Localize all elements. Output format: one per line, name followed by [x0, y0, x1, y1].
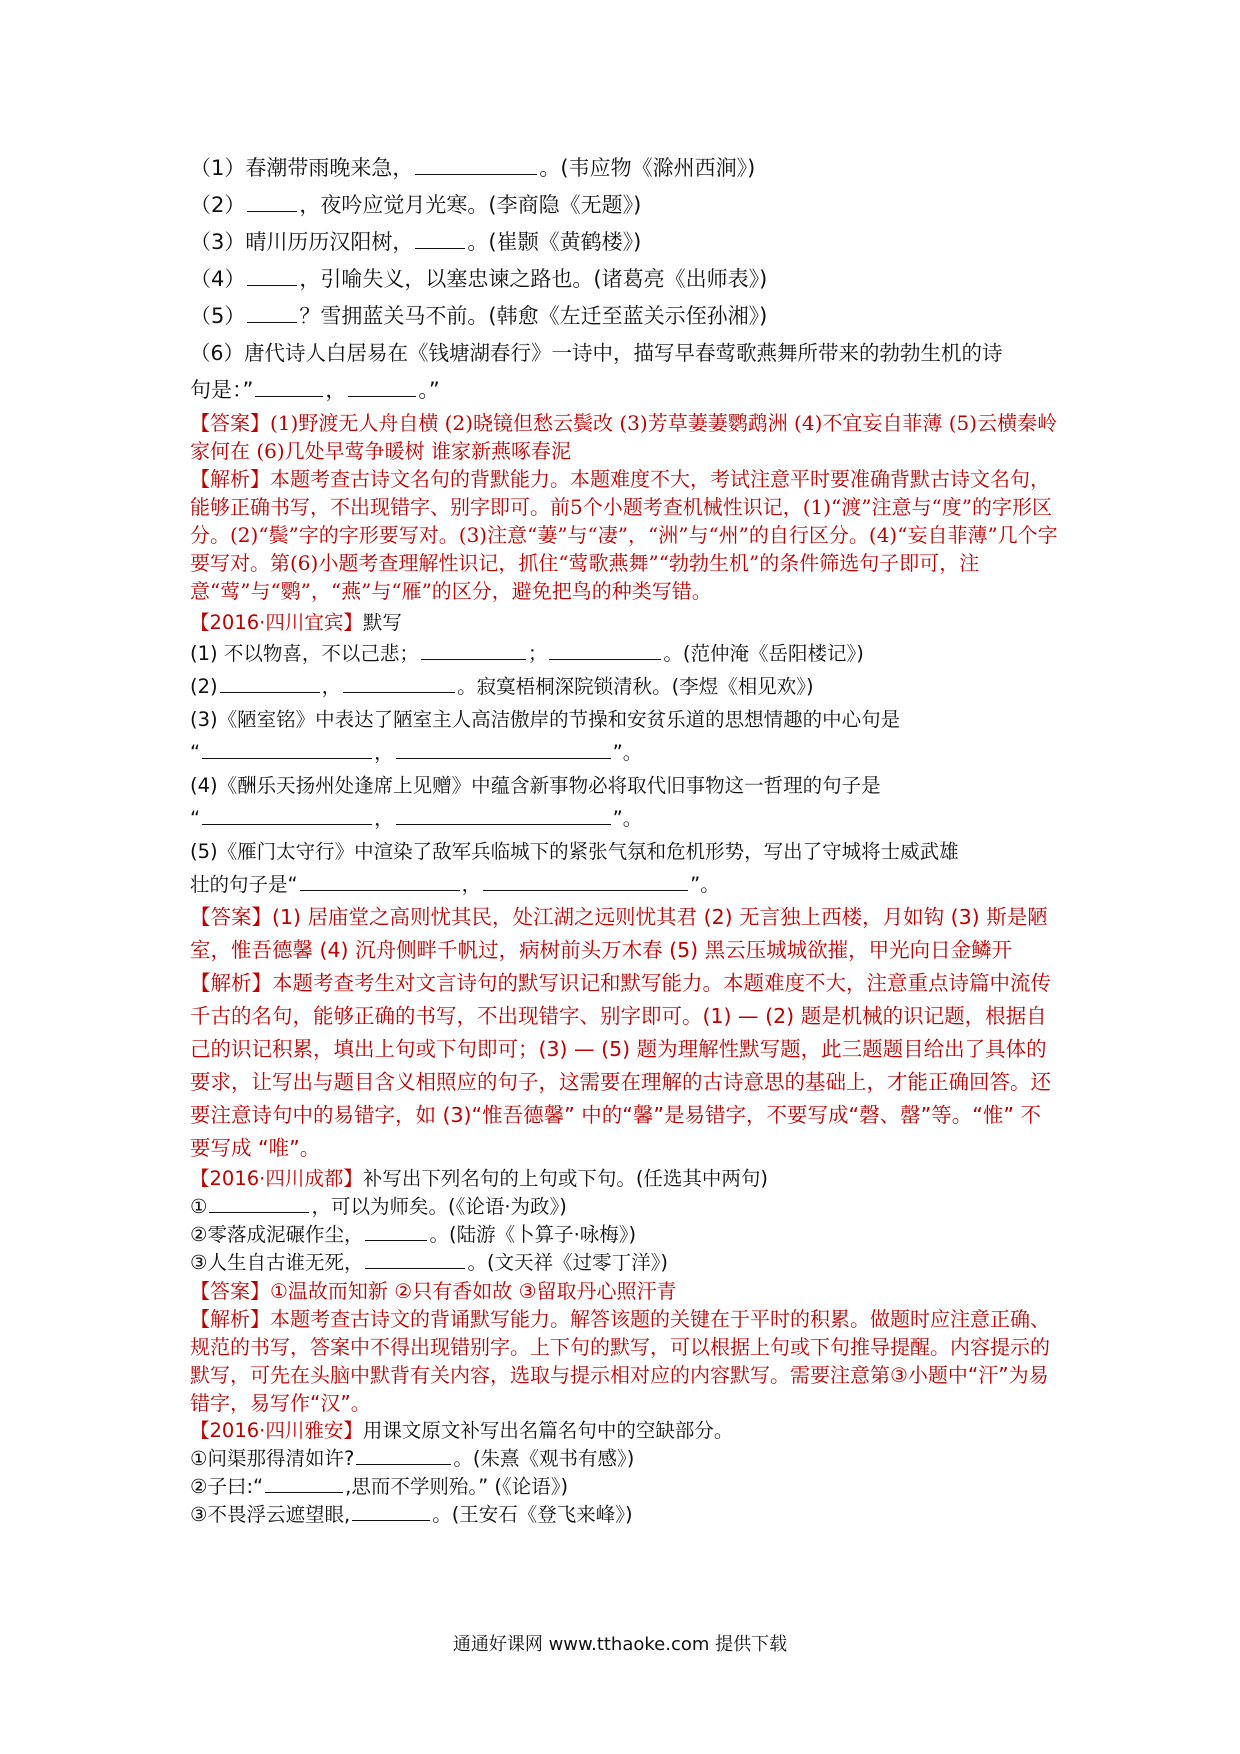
question-text: ， — [325, 378, 347, 402]
answer-blank — [396, 757, 611, 759]
question-text: 句是：” — [190, 378, 254, 402]
question-line — [190, 261, 1060, 298]
question-text: ，夜吟应觉月光寒。(李商隐《无题》) — [299, 193, 642, 217]
question-text: ②子曰:“ — [190, 1475, 264, 1498]
section-heading — [190, 609, 1060, 637]
question-line — [190, 868, 1060, 901]
answer-blank — [247, 284, 297, 286]
answer-block — [190, 1277, 1060, 1305]
document-body — [190, 150, 1060, 1529]
question-line — [190, 736, 1060, 769]
answer-text: ①温故而知新 ②只有香如故 ③留取丹心照汗青 — [270, 1279, 677, 1303]
answer-blank — [352, 1519, 430, 1521]
question-text: “ — [190, 741, 201, 764]
question-line: (4)《酬乐天扬州处逢席上见赠》中蕴含新事物必将取代旧事物这一哲理的句子是 — [190, 774, 881, 797]
answer-blank — [365, 1267, 465, 1269]
question-line: （6）唐代诗人白居易在《钱塘湖春行》一诗中，描写早春莺歌燕舞所带来的勃勃生机的诗 — [190, 341, 1003, 365]
question-text: “ — [190, 807, 201, 830]
question-line — [190, 1501, 1060, 1529]
answer-blank — [421, 658, 526, 660]
answer-text: (1) 居庙堂之高则忧其民，处江湖之远则忧其君 (2) 无言独上西楼，月如钩 (3) 斯是陋室，惟吾德馨 (4) 沉舟侧畔千帆过，病树前头万木春 (5) 黑云压城城欲摧，甲光向日金鳞开 — [190, 905, 1048, 962]
answer-blank — [415, 247, 465, 249]
analysis-tag: 【解析】 — [190, 467, 270, 491]
question-text: 。(朱熹《观书有感》) — [453, 1447, 635, 1470]
question-line — [190, 1445, 1060, 1473]
heading-text: 默写 — [362, 611, 402, 634]
heading-text: 用课文原文补写出名篇名句中的空缺部分。 — [362, 1419, 734, 1442]
question-text: 。(王安石《登飞来峰》) — [432, 1503, 633, 1526]
answer-tag: 【答案】 — [190, 411, 270, 435]
question-text: 。(韦应物《滁州西涧》) — [539, 156, 756, 180]
question-line — [190, 1221, 1060, 1249]
question-line — [190, 802, 1060, 835]
answer-blank — [356, 1463, 451, 1465]
analysis-text: 本题考查考生对文言诗句的默写识记和默写能力。本题难度不大，注意重点诗篇中流传千古的名句，能够正确的书写，不出现错字、别字即可。(1) — (2) 题是机械的识记题，根据自己的识记积累，填出上句或下句即可；(3) — (5) 题为理解性默写题，此三题题目给出了具体的要求，让写出与题目含义相照应的句子，这需要在理解的古诗意思的基础上，才能正确回答。还要注意诗句中的易错字，如 (3)“惟吾德馨” 中的“馨”是易错字，不要写成“磬、罄”等。“惟” 不要写成 “唯”。 — [190, 971, 1051, 1160]
question-text: ，可以为师矣。(《论语·为政》) — [311, 1195, 567, 1218]
question-text: 。(文天祥《过零丁洋》) — [467, 1251, 668, 1274]
answer-blank — [247, 210, 297, 212]
source-tag: 【2016·四川雅安】 — [190, 1419, 363, 1442]
question-text: ，引喻失义，以塞忠谏之路也。(诸葛亮《出师表》) — [299, 267, 768, 291]
question-text: （3）晴川历历汉阳树， — [190, 230, 414, 254]
question-line: (5)《雁门太守行》中渲染了敌军兵临城下的紧张气氛和危机形势，写出了守城将士威武雄 — [190, 840, 959, 863]
analysis-block — [190, 967, 1060, 1165]
answer-blank — [255, 395, 323, 397]
question-text: ① — [190, 1195, 208, 1218]
question-text: ,思而不学则殆。” (《论语》) — [345, 1475, 569, 1498]
analysis-tag: 【解析】 — [190, 971, 272, 995]
answer-text: (1)野渡无人舟自横 (2)晓镜但愁云鬓改 (3)芳草萋萋鹦鹉洲 (4)不宜妄自菲薄 (5)云横秦岭家何在 (6)几处早莺争暖树 谁家新燕啄春泥 — [190, 411, 1058, 463]
answer-blank — [365, 1239, 427, 1241]
page-footer: 通通好课网 www.tthaoke.com 提供下载 — [452, 1634, 788, 1655]
question-text: （5） — [190, 304, 246, 328]
question-text: ， — [374, 807, 394, 830]
question-text: 。” — [418, 378, 440, 402]
question-line — [190, 187, 1060, 224]
analysis-tag: 【解析】 — [190, 1307, 270, 1331]
question-text: 壮的句子是“ — [190, 873, 298, 896]
answer-blank — [202, 823, 372, 825]
answer-block — [190, 901, 1060, 967]
question-line — [190, 1193, 1060, 1221]
question-text: 。(陆游《卜算子·咏梅》) — [429, 1223, 637, 1246]
question-text: (1) 不以物喜，不以己悲； — [190, 642, 419, 665]
question-text: ②零落成泥碾作尘， — [190, 1223, 364, 1246]
section-heading — [190, 1417, 1060, 1445]
question-text: ， — [321, 675, 342, 698]
question-line — [190, 224, 1060, 261]
source-tag: 【2016·四川宜宾】 — [190, 611, 363, 634]
question-text: ？雪拥蓝关马不前。(韩愈《左迁至蓝关示侄孙湘》) — [299, 304, 768, 328]
analysis-text: 本题考查古诗文的背诵默写能力。解答该题的关键在于平时的积累。做题时应注意正确、规范的书写，答案中不得出现错别字。上下句的默写，可以根据上句或下句推导提醒。内容提示的默写，可先在头脑中默背有关内容，选取与提示相对应的内容默写。需要注意第③小题中“汗”为易错字，易写作“汉”。 — [190, 1307, 1050, 1415]
answer-blank — [202, 757, 372, 759]
question-text: 。(范仲淹《岳阳楼记》) — [663, 642, 864, 665]
section-heading — [190, 1165, 1060, 1193]
question-text: ； — [527, 642, 548, 665]
answer-blank — [549, 658, 661, 660]
answer-block — [190, 409, 1060, 465]
question-text: ”。 — [690, 873, 720, 896]
question-text: ， — [461, 873, 482, 896]
answer-blank — [247, 321, 297, 323]
answer-blank — [300, 889, 460, 891]
heading-text: 补写出下列名句的上句或下句。(任选其中两句) — [362, 1167, 769, 1190]
answer-blank — [483, 889, 688, 891]
question-line — [190, 298, 1060, 335]
question-text: （2） — [190, 193, 246, 217]
question-text: ”。 — [612, 741, 643, 764]
question-line: (3)《陋室铭》中表达了陋室主人高洁傲岸的节操和安贫乐道的思想情趣的中心句是 — [190, 708, 901, 731]
question-line — [190, 1473, 1060, 1501]
question-text: ③人生自古谁无死， — [190, 1251, 364, 1274]
question-text: ”。 — [612, 807, 643, 830]
question-text: (2) — [190, 675, 218, 698]
analysis-text: 本题考查古诗文名句的背默能力。本题难度不大，考试注意平时要准确背默古诗文名句，能够正确书写，不出现错字、别字即可。前5个小题考查机械性识记，(1)“渡”注意与“度”的字形区分。(2)“鬓”字的字形要写对。(3)注意“萋”与“凄”，“洲”与“州”的自行区分。(4)“妄自菲薄”几个字要写对。第(6)小题考查理解性识记，抓住“莺歌燕舞”“勃勃生机”的条件筛选句子即可，注意“莺”与“鹦”，“燕”与“雁”的区分，避免把鸟的种类写错。 — [190, 467, 1058, 603]
answer-blank — [220, 691, 320, 693]
source-tag: 【2016·四川成都】 — [190, 1167, 363, 1190]
analysis-block — [190, 465, 1060, 605]
question-line — [190, 150, 1060, 187]
question-text: ， — [374, 741, 394, 764]
question-line — [190, 637, 1060, 670]
question-text: （1）春潮带雨晚来急， — [190, 156, 414, 180]
question-text: （4） — [190, 267, 246, 291]
answer-tag: 【答案】 — [190, 905, 272, 929]
question-line — [190, 670, 1060, 703]
question-text: ③不畏浮云遮望眼, — [190, 1503, 351, 1526]
question-line — [190, 1249, 1060, 1277]
answer-blank — [209, 1211, 309, 1213]
answer-blank — [396, 823, 611, 825]
question-text: 。寂寞梧桐深院锁清秋。(李煜《相见欢》) — [457, 675, 814, 698]
question-text: 。(崔颢《黄鹤楼》) — [467, 230, 642, 254]
question-text: ①问渠那得清如许? — [190, 1447, 355, 1470]
question-line — [190, 372, 1060, 409]
answer-blank — [415, 173, 537, 175]
answer-blank — [343, 691, 455, 693]
answer-tag: 【答案】 — [190, 1279, 270, 1303]
answer-blank — [348, 395, 416, 397]
analysis-block — [190, 1305, 1060, 1417]
answer-blank — [265, 1491, 343, 1493]
